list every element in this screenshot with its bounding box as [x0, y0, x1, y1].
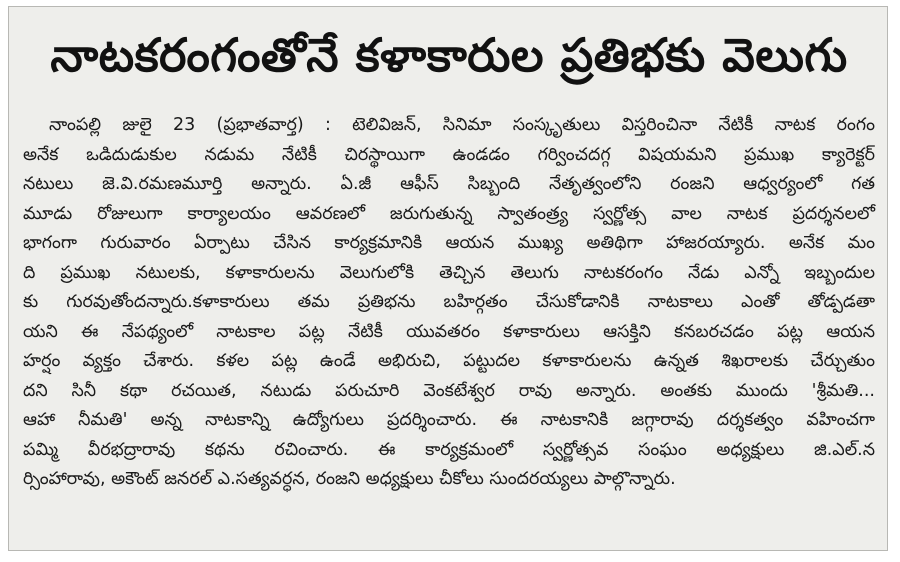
headline: నాటకరంగంతోనే కళాకారుల ప్రతిభకు వెలుగు [50, 28, 848, 82]
article-body [23, 111, 875, 495]
article-line: ర్సింహారావు, అకౌంట్ జనరల్ ఎ.సత్యవర్ధన, రంజని అధ్యక్షులు చీకోలు సుందరయ్యలు పాల్గొన్నారు. [23, 469, 676, 489]
article-line: ది ప్రముఖ నటులకు, కళాకారులను వెలుగులోకి తెచ్చిన తెలుగు నాటకరంగం నేడు ఎన్నో ఇబ్బందుల [23, 262, 875, 283]
article-line: మూడు రోజులుగా కార్యాలయం ఆవరణలో జరుగుతున్న స్వాతంత్ర్య స్వర్ణోత్స వాల నాటక ప్రదర్శనలలో [23, 203, 875, 224]
article-line: అనేక ఒడిదుడుకుల నడుమ నేటికీ చిరస్థాయిగా ఉండడం గర్వించదగ్గ విషయమని ప్రముఖ క్యారెక్టర్ [23, 144, 875, 165]
article-line: నటులు జె.వి.రమణమూర్తి అన్నారు. ఏ.జీ ఆఫీస్ సిబ్బంది నేతృత్వంలోని రంజని ఆధ్వర్యంలో గత [23, 174, 875, 194]
newspaper-clipping [8, 6, 888, 551]
article-line: నాంపల్లి జులై 23 (ప్రభాతవార్త) : టెలివిజన్, సినిమా సంస్కృతులు విస్తరించినా నేటికీ నాటక రంగం [49, 115, 875, 135]
article-line: దని సినీ కథా రచయిత, నటుడు పరుచూరి వెంకటేశ్వర రావు అన్నారు. అంతకు ముందు 'శ్రీమతి... [23, 380, 875, 401]
article-line: యని ఈ నేపథ్యంలో నాటకాల పట్ల నేటికీ యువతరం కళాకారులు ఆసక్తిని కనబరచడం పట్ల ఆయన [23, 321, 875, 342]
article-line: భాగంగా గురువారం ఏర్పాటు చేసిన కార్యక్రమానికి ఆయన ముఖ్య అతిథిగా హాజరయ్యారు. అనేక మం [23, 233, 875, 253]
article-line: పమ్మి వీరభద్రారావు కథను రచించారు. ఈ కార్యక్రమంలో స్వర్ణోత్సవ సంఘం అధ్యక్షులు జి.ఎల్.న [23, 439, 875, 460]
article-line: హర్షం వ్యక్తం చేశారు. కళల పట్ల ఉండే అభిరుచి, పట్టుదల కళాకారులను ఉన్నత శిఖరాలకు చేర్చుతుం [23, 351, 875, 371]
article-line: కు గురవుతోందన్నారు.కళాకారులు తమ ప్రతిభను బహిర్గతం చేసుకోడానికి నాటకాలు ఎంతో తోడ్పడతా [23, 292, 875, 312]
article-line: ఆహా నీమతి' అన్న నాటకాన్ని ఉద్యోగులు ప్రదర్శించారు. ఈ నాటకానికి జగ్గారావు దర్శకత్వం వహించగా [23, 410, 875, 430]
